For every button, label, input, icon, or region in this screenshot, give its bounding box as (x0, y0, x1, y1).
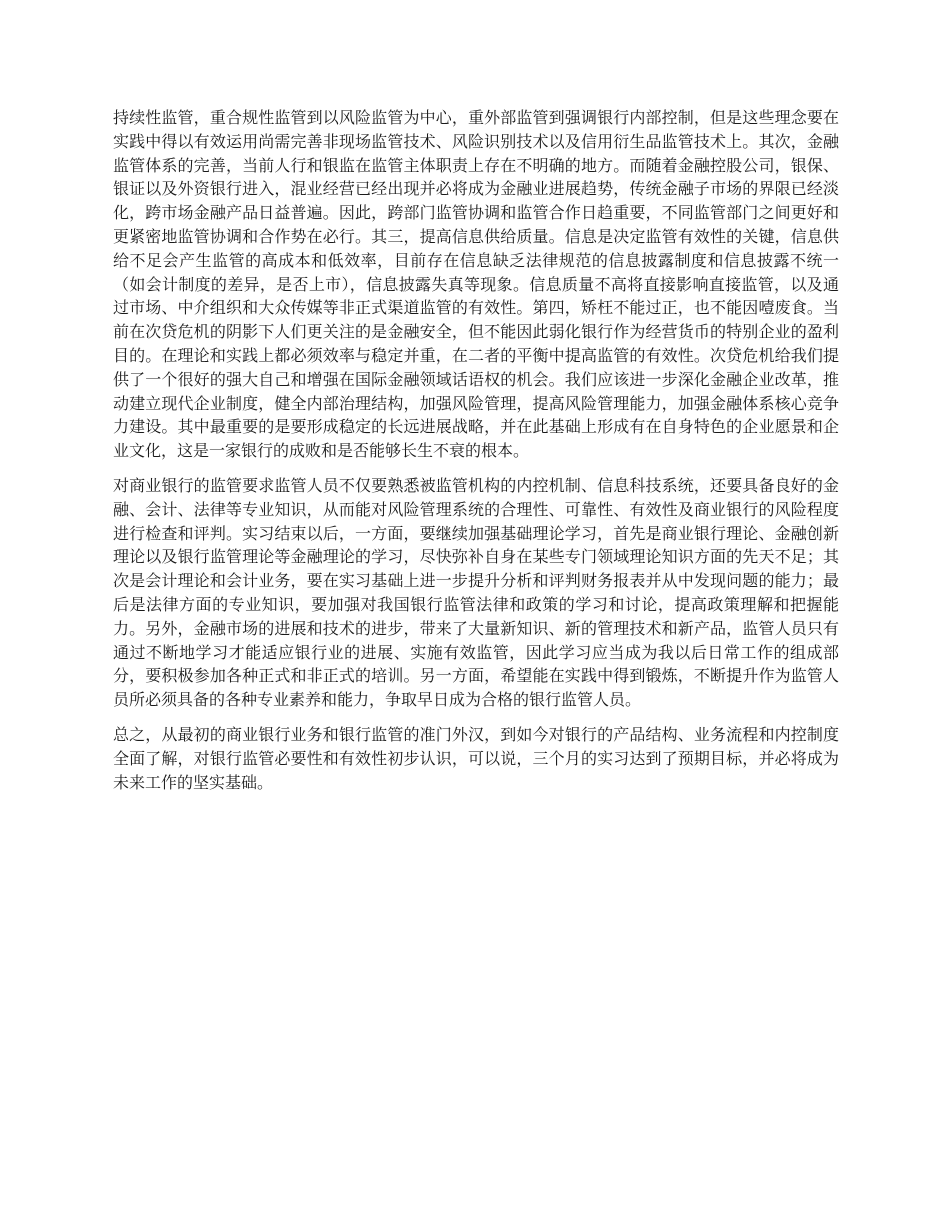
paragraph-3: 总之，从最初的商业银行业务和银行监管的准门外汉，到如今对银行的产品结构、业务流程和内控制度全面了解，对银行监管必要性和有效性初步认识，可以说，三个月的实习达到了预期目标，并必将成为未来工作的坚实基础。 (113, 724, 839, 792)
paragraph-2: 对商业银行的监管要求监管人员不仅要熟悉被监管机构的内控机制、信息科技系统，还要具备良好的金融、会计、法律等专业知识，从而能对风险管理系统的合理性、可靠性、有效性及商业银行的风险程度进行检查和评判。实习结束以后，一方面，要继续加强基础理论学习，首先是商业银行理论、金融创新理论以及银行监管理论等金融理论的学习，尽快弥补自身在某些专门领域理论知识方面的先天不足；其次是会计理论和会计业务，要在实习基础上进一步提升分析和评判财务报表并从中发现问题的能力；最后是法律方面的专业知识，要加强对我国银行监管法律和政策的学习和讨论，提高政策理解和把握能力。另外，金融市场的进展和技术的进步，带来了大量新知识、新的管理技术和新产品，监管人员只有通过不断地学习才能适应银行业的进展、实施有效监管，因此学习应当成为我以后日常工作的组成部分，要积极参加各种正式和非正式的培训。另一方面，希望能在实践中得到锻炼，不断提升作为监管人员所必须具备的各种专业素养和能力，争取早日成为合格的银行监管人员。 (113, 475, 839, 710)
document-body (113, 106, 839, 805)
paragraph-1: 持续性监管，重合规性监管到以风险监管为中心，重外部监管到强调银行内部控制，但是这些理念要在实践中得以有效运用尚需完善非现场监管技术、风险识别技术以及信用衍生品监管技术上。其次，金融监管体系的完善，当前人行和银监在监管主体职责上存在不明确的地方。而随着金融控股公司，银保、银证以及外资银行进入，混业经营已经出现并必将成为金融业进展趋势，传统金融子市场的界限已经淡化，跨市场金融产品日益普遍。因此，跨部门监管协调和监管合作日趋重要，不同监管部门之间更好和更紧密地监管协调和合作势在必行。其三，提高信息供给质量。信息是决定监管有效性的关键，信息供给不足会产生监管的高成本和低效率，目前存在信息缺乏法律规范的信息披露制度和信息披露不统一（如会计制度的差异，是否上市），信息披露失真等现象。信息质量不高将直接影响直接监管，以及通过市场、中介组织和大众传媒等非正式渠道监管的有效性。第四，矫枉不能过正，也不能因噎废食。当前在次贷危机的阴影下人们更关注的是金融安全，但不能因此弱化银行作为经营货币的特别企业的盈利目的。在理论和实践上都必须效率与稳定并重，在二者的平衡中提高监管的有效性。次贷危机给我们提供了一个很好的强大自己和增强在国际金融领域话语权的机会。我们应该进一步深化金融企业改革，推动建立现代企业制度，健全内部治理结构，加强风险管理，提高风险管理能力，加强金融体系核心竞争力建设。其中最重要的是要形成稳定的长远进展战略，并在此基础上形成有在自身特色的企业愿景和企业文化，这是一家银行的成败和是否能够长生不衰的根本。 (113, 108, 839, 461)
